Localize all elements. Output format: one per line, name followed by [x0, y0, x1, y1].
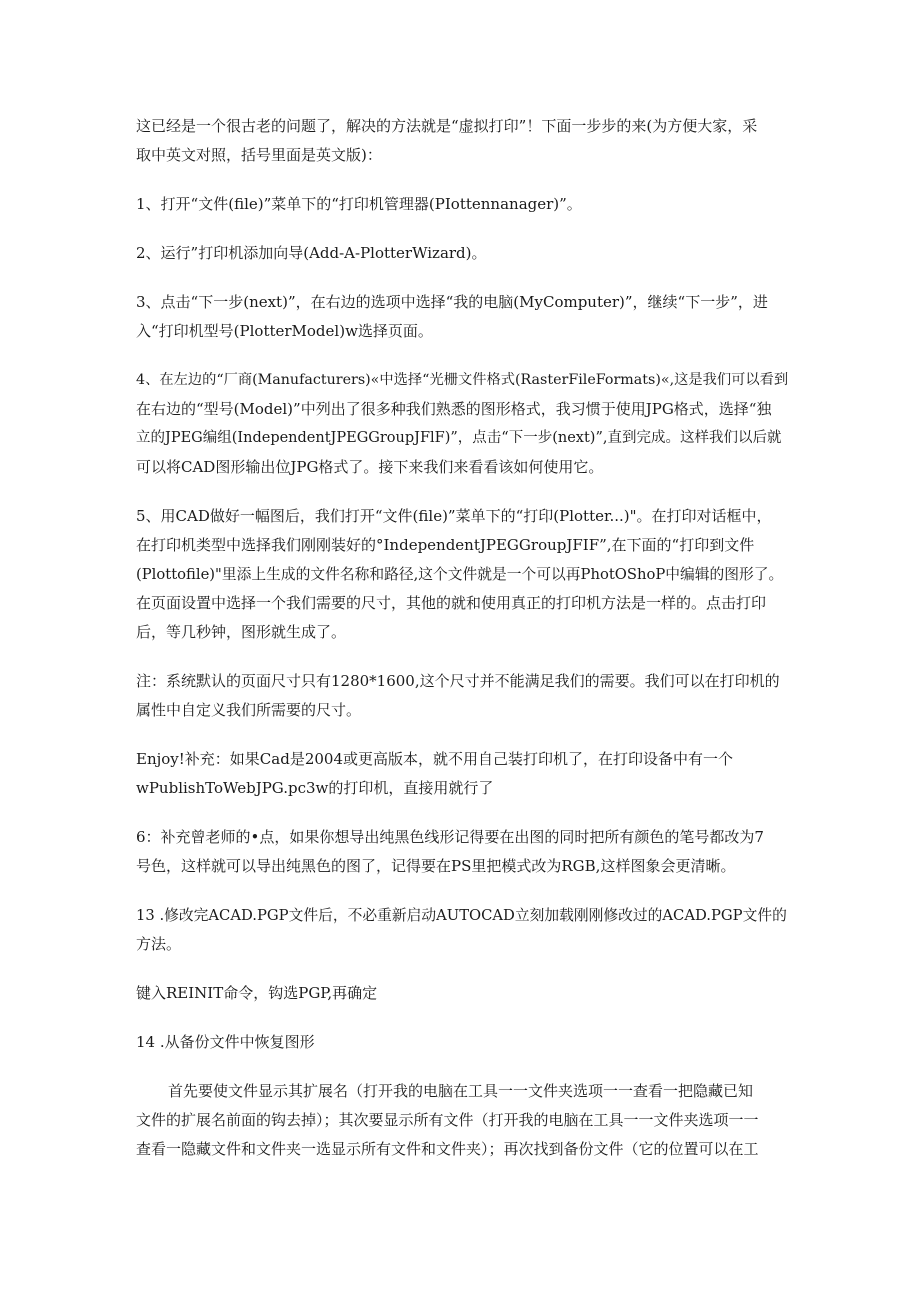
text-line: 方法。 — [136, 935, 182, 953]
text-line: 这已经是一个很古老的问题了，解决的方法就是“虚拟打印”！下面一步步的来(为方便大家，采 — [136, 117, 758, 135]
step-3-paragraph — [136, 288, 788, 346]
text-line: 属性中自定义我们所需要的尺寸。 — [136, 701, 362, 719]
text-line: 14 .从备份文件中恢复图形 — [136, 1033, 315, 1051]
tip-13-paragraph — [136, 901, 788, 959]
text-line: 注：系统默认的页面尺寸只有1280*1600,这个尺寸并不能满足我们的需要。我们可以在打印机的 — [136, 672, 780, 690]
step-5-paragraph — [136, 502, 788, 647]
text-line: 5、用CAD做好一幅图后，我们打开“文件(file)”菜单下的“打印(Plotter...)"。在打印对话框中， — [136, 507, 772, 525]
text-line: 3、点击“下一步(next)”，在右边的选项中选择“我的电脑(MyComputer)”，继续“下一步”，进 — [136, 293, 768, 311]
text-line: (Plottofile)"里添上生成的文件名称和路径,这个文件就是一个可以再PhotOShoP中编辑的图形了。 — [136, 566, 784, 583]
intro-paragraph — [136, 112, 788, 170]
text-line: 在打印机类型中选择我们刚刚装好的°IndependentJPEGGroupJFIF”,在下面的“打印到文件 — [136, 536, 755, 554]
text-line: 在右边的“型号(Model)”中列出了很多种我们熟悉的图形格式，我习惯于使用JPG格式，选择“独 — [136, 400, 772, 418]
text-line: 首先要使文件显示其扩展名（打开我的电脑在工具一一文件夹选项一一查看一把隐藏已知 — [168, 1082, 754, 1100]
step-1-paragraph — [136, 190, 788, 219]
text-line: 号色，这样就可以导出纯黑色的图了，记得要在PS里把模式改为RGB,这样图象会更清晰。 — [136, 857, 736, 875]
text-line: Enjoy!补充：如果Cad是2004或更高版本，就不用自己装打印机了，在打印设备中有一个 — [136, 750, 733, 768]
step-4-paragraph — [136, 366, 788, 482]
text-line: wPublishToWebJPG.pc3w的打印机，直接用就行了 — [136, 779, 494, 797]
text-line: 2、运行”打印机添加向导(Add-A-PlotterWizard)。 — [136, 244, 487, 262]
reinit-paragraph — [136, 979, 788, 1008]
text-line: 在页面设置中选择一个我们需要的尺寸，其他的就和使用真正的打印机方法是一样的。点击打印 — [136, 594, 767, 612]
step-2-paragraph — [136, 239, 788, 268]
text-line: 查看一隐藏文件和文件夹一选显示所有文件和文件夹）；再次找到备份文件（它的位置可以在工 — [136, 1140, 759, 1158]
text-line: 键入REINIT命令，钩选PGP,再确定 — [136, 984, 378, 1002]
note-paragraph — [136, 667, 788, 725]
text-line: 6：补充曾老师的•点，如果你想导出纯黑色线形记得要在出图的同时把所有颜色的笔号都改为7 — [136, 828, 764, 846]
text-line: 后，等几秒钟，图形就生成了。 — [136, 623, 347, 641]
text-line: 取中英文对照，括号里面是英文版)： — [136, 146, 382, 164]
text-line: 1、打开“文件(file)”菜单下的“打印机管理器(PIottennanager)”。 — [136, 195, 582, 213]
text-line: 入“打印机型号(PlotterModel)w选择页面。 — [136, 322, 433, 340]
document-body — [136, 112, 788, 1184]
step-6-paragraph — [136, 823, 788, 881]
text-line: 立的JPEG编组(IndependentJPEGGroupJFlF)”，点击“下一步(next)”,直到完成。这样我们以后就 — [136, 430, 782, 446]
text-line: 4、在左边的“厂商(Manufacturers)«中选择“光栅文件格式(RasterFileFormats)«,这是我们可以看到 — [136, 372, 789, 388]
text-line: 13 .修改完ACAD.PGP文件后，不必重新启动AUTOCAD立刻加载刚刚修改过的ACAD.PGP文件的 — [136, 907, 787, 924]
text-line: 可以将CAD图形输出位JPG格式了。接下来我们来看看该如何使用它。 — [136, 458, 604, 476]
backup-recovery-paragraph — [136, 1077, 788, 1164]
tip-14-heading — [136, 1028, 788, 1057]
text-line: 文件的扩展名前面的钩去掉）；其次要显示所有文件（打开我的电脑在工具一一文件夹选项一一 — [136, 1111, 759, 1129]
supplement-paragraph — [136, 745, 788, 803]
